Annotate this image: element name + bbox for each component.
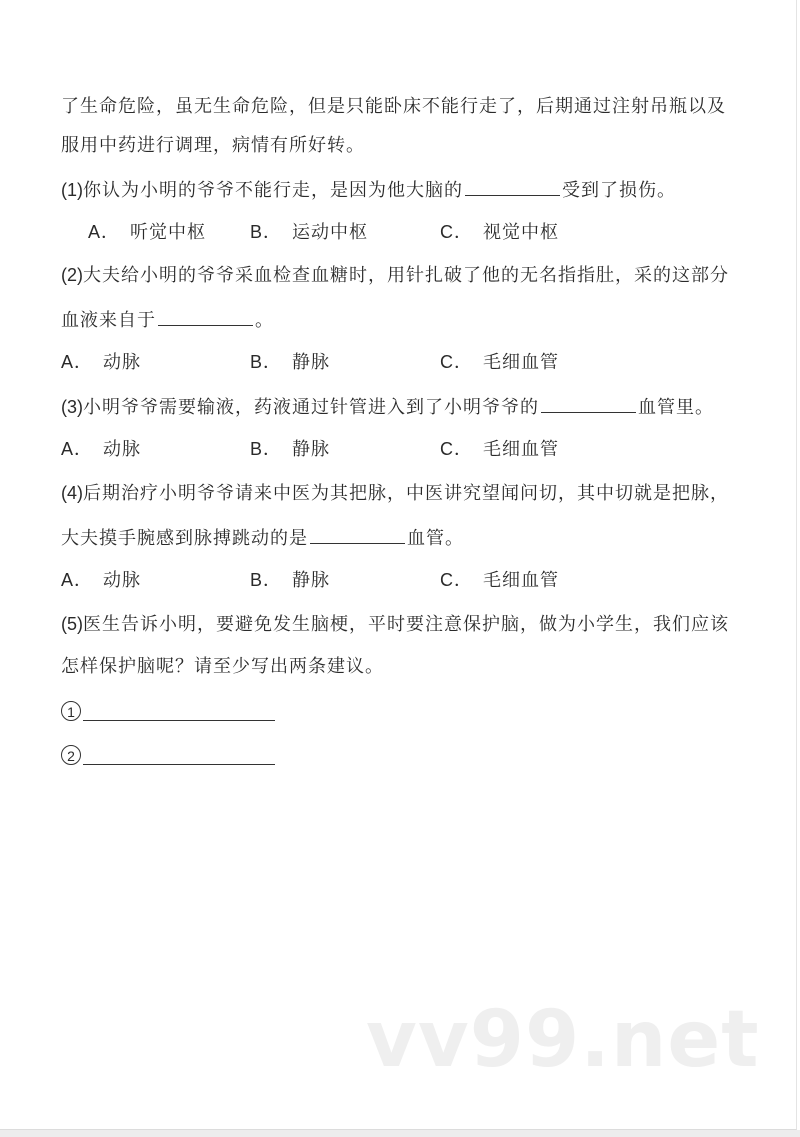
question-4-option-c[interactable] (440, 568, 559, 593)
option-key: A． (61, 352, 94, 372)
question-4-number: (4) (61, 483, 83, 503)
question-4-text-before: 大夫摸手腕感到脉搏跳动的是 (61, 528, 308, 549)
question-2 (61, 263, 729, 288)
option-text: 毛细血管 (483, 352, 559, 373)
option-text: 静脉 (292, 439, 331, 460)
option-key: C． (440, 439, 473, 459)
question-5-text: 医生告诉小明，要避免发生脑梗，平时要注意保护脑，做为小学生，我们应该 (83, 614, 729, 635)
question-4-option-a[interactable] (61, 568, 141, 593)
question-2-line-2 (61, 307, 274, 333)
question-4-text-after: 血管。 (407, 528, 464, 549)
question-3-option-b[interactable] (250, 437, 330, 462)
answer-line-2[interactable] (61, 742, 275, 768)
question-2-text-after: 。 (255, 310, 274, 331)
question-3 (61, 394, 714, 420)
question-2-text-before: 血液来自于 (61, 310, 156, 331)
question-4-blank[interactable] (310, 525, 405, 544)
question-1-option-b[interactable] (250, 220, 368, 245)
option-text: 听觉中枢 (130, 222, 207, 243)
question-1-option-c[interactable] (440, 220, 559, 245)
option-key: A． (88, 222, 121, 242)
option-text: 静脉 (292, 352, 331, 373)
option-key: B． (250, 352, 283, 372)
question-2-blank[interactable] (158, 307, 253, 326)
option-key: B． (250, 439, 283, 459)
question-1-number: (1) (61, 180, 83, 200)
question-1-blank[interactable] (465, 177, 560, 196)
option-key: C． (440, 352, 473, 372)
question-5-number: (5) (61, 614, 83, 634)
circled-number-2-icon: 2 (61, 745, 81, 765)
watermark: vv99.net (366, 995, 760, 1085)
question-3-option-a[interactable] (61, 437, 141, 462)
option-key: B． (250, 222, 283, 242)
option-key: A． (61, 439, 94, 459)
question-3-number: (3) (61, 397, 83, 417)
question-1 (61, 177, 676, 203)
option-key: C． (440, 222, 473, 242)
circled-number-1-icon: 1 (61, 701, 81, 721)
question-1-text-before: 你认为小明的爷爷不能行走，是因为他大脑的 (83, 180, 463, 201)
option-key: A． (61, 570, 94, 590)
intro-line-2: 服用中药进行调理，病情有所好转。 (61, 135, 365, 156)
question-5-line-2: 怎样保护脑呢？请至少写出两条建议。 (61, 656, 384, 677)
question-3-blank[interactable] (541, 394, 636, 413)
answer-blank-1[interactable] (83, 702, 275, 721)
option-key: B． (250, 570, 283, 590)
option-text: 动脉 (103, 570, 142, 591)
option-text: 视觉中枢 (483, 222, 559, 243)
question-2-number: (2) (61, 265, 83, 285)
question-4-line-2 (61, 525, 464, 551)
question-2-option-c[interactable] (440, 350, 559, 375)
option-text: 毛细血管 (483, 570, 559, 591)
option-text: 毛细血管 (483, 439, 559, 460)
question-2-option-a[interactable] (61, 350, 141, 375)
answer-blank-2[interactable] (83, 746, 275, 765)
question-2-option-b[interactable] (250, 350, 330, 375)
question-4-option-b[interactable] (250, 568, 330, 593)
question-4 (61, 481, 729, 506)
answer-line-1[interactable] (61, 698, 275, 724)
page-bottom-edge (0, 1130, 800, 1137)
question-2-text: 大夫给小明的爷爷采血检查血糖时，用针扎破了他的无名指指肚，采的这部分 (83, 265, 729, 286)
option-text: 静脉 (292, 570, 331, 591)
question-3-option-c[interactable] (440, 437, 559, 462)
question-5 (61, 612, 729, 637)
question-3-text-before: 小明爷爷需要输液，药液通过针管进入到了小明爷爷的 (83, 397, 539, 418)
option-text: 动脉 (103, 352, 142, 373)
question-1-text-after: 受到了损伤。 (562, 180, 676, 201)
option-key: C． (440, 570, 473, 590)
question-1-option-a[interactable] (88, 220, 206, 245)
option-text: 运动中枢 (292, 222, 369, 243)
option-text: 动脉 (103, 439, 142, 460)
question-3-text-after: 血管里。 (638, 397, 714, 418)
intro-line-1: 了生命危险，虽无生命危险，但是只能卧床不能行走了，后期通过注射吊瓶以及 (61, 96, 726, 117)
question-4-text: 后期治疗小明爷爷请来中医为其把脉，中医讲究望闻问切，其中切就是把脉， (83, 483, 729, 504)
